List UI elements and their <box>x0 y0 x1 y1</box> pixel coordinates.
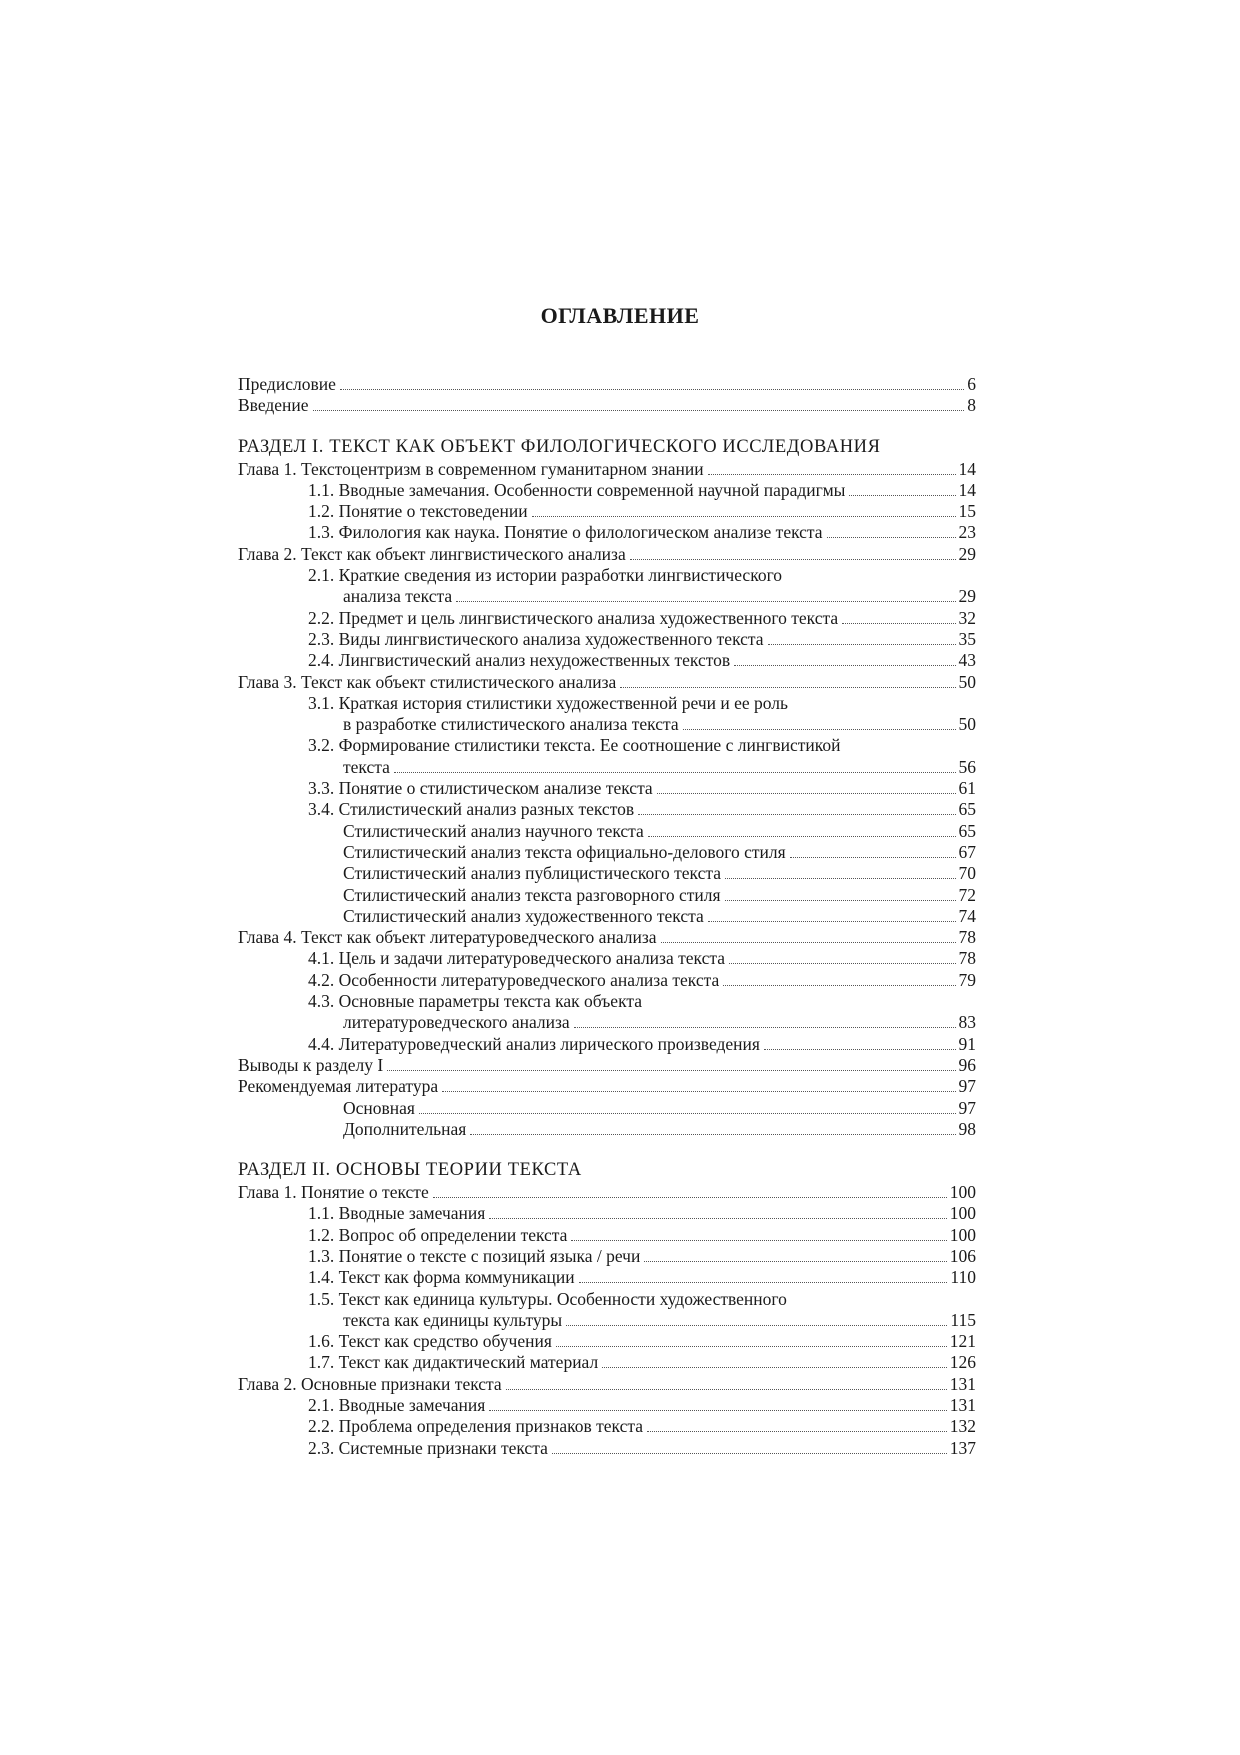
section-heading: РАЗДЕЛ II. ОСНОВЫ ТЕОРИИ ТЕКСТА <box>238 1160 582 1181</box>
toc-entry <box>238 672 976 693</box>
toc-entry <box>238 480 976 501</box>
toc-entry <box>238 970 976 991</box>
toc-entry <box>238 1352 976 1373</box>
toc-entry-title: Введение <box>238 395 309 416</box>
toc-entry <box>238 629 976 650</box>
toc-entry-title: Глава 3. Текст как объект стилистического анализа <box>238 671 617 692</box>
toc-page-number: 100 <box>949 1224 976 1245</box>
toc-entry-title: Стилистический анализ публицистического текста <box>343 863 721 884</box>
toc-entry-title: Глава 2. Основные признаки текста <box>238 1373 502 1394</box>
dot-leader <box>579 1282 948 1283</box>
toc-entry <box>238 948 976 969</box>
table-of-contents <box>238 374 976 1459</box>
dot-leader <box>470 1134 955 1135</box>
dot-leader <box>506 1389 947 1390</box>
toc-entry-title: Рекомендуемая литература <box>238 1076 439 1097</box>
toc-page-number: 8 <box>967 395 976 416</box>
toc-entry-title: Глава 4. Текст как объект литературоведческого анализа <box>238 927 657 948</box>
toc-entry <box>238 1012 976 1033</box>
dot-leader <box>725 900 956 901</box>
toc-page-number: 50 <box>958 671 976 692</box>
toc-entry-title: 1.2. Понятие о текстоведении <box>308 501 528 522</box>
section-gap <box>238 1140 976 1159</box>
dot-leader <box>456 601 955 602</box>
dot-leader <box>790 857 956 858</box>
toc-entry-title: Предисловие <box>238 374 336 394</box>
dot-leader <box>394 772 956 773</box>
toc-entry-title: 1.2. Вопрос об определении текста <box>308 1224 568 1245</box>
dot-leader <box>638 814 955 815</box>
section-heading: РАЗДЕЛ I. ТЕКСТ КАК ОБЪЕКТ ФИЛОЛОГИЧЕСКОГО ИССЛЕДОВАНИЯ <box>238 436 881 457</box>
toc-entry-title: Дополнительная <box>343 1118 467 1139</box>
toc-entry-title: Стилистический анализ художественного текста <box>343 905 704 926</box>
toc-entry <box>238 821 976 842</box>
toc-entry-continued <box>238 565 976 586</box>
page-title: ОГЛАВЛЕНИЕ <box>540 303 700 328</box>
toc-entry-title: Глава 2. Текст как объект лингвистического анализа <box>238 543 626 564</box>
toc-page-number: 14 <box>958 458 976 479</box>
toc-page-number: 121 <box>949 1331 976 1352</box>
toc-entry <box>238 459 976 480</box>
toc-page-number: 35 <box>958 628 976 649</box>
toc-entry <box>238 650 976 671</box>
toc-entry <box>238 1119 976 1140</box>
toc-page-number: 137 <box>949 1437 976 1458</box>
toc-page-number: 29 <box>958 586 976 607</box>
toc-entry <box>238 863 976 884</box>
dot-leader <box>630 559 956 560</box>
toc-entry-title: 2.2. Предмет и цель лингвистического анализа художественного текста <box>308 607 839 628</box>
toc-page-number: 32 <box>958 607 976 628</box>
dot-leader <box>620 687 955 688</box>
dot-leader <box>571 1240 946 1241</box>
toc-page-number: 131 <box>949 1395 976 1416</box>
toc-entry <box>238 1076 976 1097</box>
toc-entry-title: 2.3. Виды лингвистического анализа художественного текста <box>308 628 764 649</box>
toc-entry-title: 1.3. Филология как наука. Понятие о филологическом анализе текста <box>308 522 823 543</box>
toc-entry-title: 1.5. Текст как единица культуры. Особенности художественного <box>308 1288 787 1309</box>
toc-entry <box>238 522 976 543</box>
dot-leader <box>723 985 955 986</box>
dot-leader <box>842 623 955 624</box>
dot-leader <box>661 942 956 943</box>
toc-entry-title: 2.1. Вводные замечания <box>308 1395 486 1416</box>
toc-page-number: 131 <box>949 1373 976 1394</box>
toc-entry-title: Стилистический анализ научного текста <box>343 820 644 841</box>
toc-entry <box>238 885 976 906</box>
toc-page-number: 6 <box>967 374 976 394</box>
toc-page-number: 78 <box>958 927 976 948</box>
toc-page-number: 23 <box>958 522 976 543</box>
toc-entry-title: 4.2. Особенности литературоведческого анализа текста <box>308 969 720 990</box>
toc-page-number: 83 <box>958 1012 976 1033</box>
toc-entry <box>238 586 976 607</box>
toc-entry-title: текста как единицы культуры <box>343 1309 563 1330</box>
toc-entry <box>238 1225 976 1246</box>
toc-entry-continued <box>238 693 976 714</box>
dot-leader <box>849 495 955 496</box>
toc-page-number: 100 <box>949 1182 976 1203</box>
toc-entry-title: Стилистический анализ текста официально-делового стиля <box>343 841 786 862</box>
dot-leader <box>442 1091 955 1092</box>
toc-page-number: 106 <box>949 1245 976 1266</box>
dot-leader <box>489 1218 946 1219</box>
toc-page-number: 97 <box>958 1076 976 1097</box>
dot-leader <box>708 921 956 922</box>
toc-page-number: 65 <box>958 799 976 820</box>
dot-leader <box>734 665 955 666</box>
toc-entry-title: 1.4. Текст как форма коммуникации <box>308 1267 575 1288</box>
toc-page-number: 14 <box>958 479 976 500</box>
toc-page-number: 79 <box>958 969 976 990</box>
toc-entry-title: 1.3. Понятие о тексте с позиций языка / речи <box>308 1245 641 1266</box>
toc-page-number: 100 <box>949 1203 976 1224</box>
toc-entry-title: в разработке стилистического анализа текста <box>343 714 679 735</box>
dot-leader <box>419 1113 956 1114</box>
toc-page-number: 97 <box>958 1097 976 1118</box>
dot-leader <box>566 1325 947 1326</box>
toc-page-number: 43 <box>958 650 976 671</box>
dot-leader <box>683 729 956 730</box>
toc-entry <box>238 1246 976 1267</box>
toc-page-number: 65 <box>958 820 976 841</box>
toc-page-number: 74 <box>958 905 976 926</box>
toc-entry-title: Выводы к разделу I <box>238 1054 384 1075</box>
toc-entry <box>238 1098 976 1119</box>
dot-leader <box>768 644 956 645</box>
toc-page-number: 96 <box>958 1054 976 1075</box>
toc-entry-continued <box>238 735 976 756</box>
dot-leader <box>647 1431 947 1432</box>
toc-page-number: 67 <box>958 841 976 862</box>
toc-entry <box>238 1034 976 1055</box>
toc-entry-title: 3.3. Понятие о стилистическом анализе текста <box>308 778 653 799</box>
toc-entry-title: 3.4. Стилистический анализ разных текстов <box>308 799 635 820</box>
toc-page-number: 29 <box>958 543 976 564</box>
toc-entry-title: 4.4. Литературоведческий анализ лирического произведения <box>308 1033 760 1054</box>
toc-page-number: 132 <box>949 1416 976 1437</box>
toc-entry <box>238 1438 976 1459</box>
toc-entry-title: 1.6. Текст как средство обучения <box>308 1331 552 1352</box>
toc-page-number: 78 <box>958 948 976 969</box>
toc-entry-title: 2.3. Системные признаки текста <box>308 1437 548 1458</box>
dot-leader <box>725 878 956 879</box>
toc-entry <box>238 1182 976 1203</box>
toc-entry <box>238 501 976 522</box>
toc-entry <box>238 544 976 565</box>
section-gap <box>238 417 976 436</box>
toc-entry-title: текста <box>343 756 390 777</box>
toc-entry <box>238 374 976 395</box>
toc-page-number: 126 <box>949 1352 976 1373</box>
toc-entry-title: 3.1. Краткая история стилистики художественной речи и ее роль <box>308 692 789 713</box>
toc-page-number: 61 <box>958 778 976 799</box>
toc-entry-title: 1.1. Вводные замечания. Особенности современной научной парадигмы <box>308 479 846 500</box>
dot-leader <box>387 1070 955 1071</box>
toc-entry-title: 1.1. Вводные замечания <box>308 1203 486 1224</box>
dot-leader <box>489 1410 946 1411</box>
toc-page-number: 98 <box>958 1118 976 1139</box>
toc-entry-title: 2.2. Проблема определения признаков текста <box>308 1416 643 1437</box>
toc-entry-continued <box>238 991 976 1012</box>
dot-leader <box>648 836 956 837</box>
toc-entry <box>238 1055 976 1076</box>
toc-entry-continued <box>238 1289 976 1310</box>
dot-leader <box>532 516 956 517</box>
toc-entry <box>238 778 976 799</box>
toc-entry <box>238 1203 976 1224</box>
toc-page-number: 72 <box>958 884 976 905</box>
toc-entry <box>238 714 976 735</box>
toc-page-number: 115 <box>950 1309 976 1330</box>
toc-entry-title: 4.1. Цель и задачи литературоведческого анализа текста <box>308 948 725 969</box>
toc-page-number: 56 <box>958 756 976 777</box>
dot-leader <box>433 1197 947 1198</box>
toc-page-number: 70 <box>958 863 976 884</box>
toc-entry <box>238 1395 976 1416</box>
dot-leader <box>602 1367 947 1368</box>
toc-entry <box>238 1331 976 1352</box>
toc-entry <box>238 799 976 820</box>
toc-entry <box>238 927 976 948</box>
toc-entry <box>238 1310 976 1331</box>
toc-page-number: 91 <box>958 1033 976 1054</box>
dot-leader <box>708 474 956 475</box>
dot-leader <box>764 1049 956 1050</box>
toc-entry <box>238 608 976 629</box>
toc-entry <box>238 906 976 927</box>
toc-page-number: 50 <box>958 714 976 735</box>
toc-entry-title: Стилистический анализ текста разговорного стиля <box>343 884 721 905</box>
toc-entry <box>238 1267 976 1288</box>
dot-leader <box>552 1453 947 1454</box>
toc-entry-title: 4.3. Основные параметры текста как объекта <box>308 991 642 1012</box>
dot-leader <box>827 537 956 538</box>
dot-leader <box>729 963 956 964</box>
toc-entry-title: анализа текста <box>343 586 453 607</box>
toc-entry-title: 2.1. Краткие сведения из истории разработки лингвистического <box>308 565 783 586</box>
toc-entry <box>238 395 976 416</box>
toc-entry-title: Глава 1. Текстоцентризм в современном гуманитарном знании <box>238 458 704 479</box>
dot-leader <box>556 1346 947 1347</box>
toc-entry-title: литературоведческого анализа <box>343 1012 570 1033</box>
toc-entry <box>238 842 976 863</box>
dot-leader <box>340 389 964 390</box>
toc-entry-title: 2.4. Лингвистический анализ нехудожественных текстов <box>308 650 731 671</box>
dot-leader <box>313 410 965 411</box>
toc-page-number: 15 <box>958 501 976 522</box>
toc-entry <box>238 1374 976 1395</box>
toc-entry <box>238 757 976 778</box>
toc-entry-title: 3.2. Формирование стилистики текста. Ее соотношение с лингвистикой <box>308 735 841 756</box>
toc-page-number: 110 <box>950 1267 976 1288</box>
toc-entry-title: Глава 1. Понятие о тексте <box>238 1182 429 1203</box>
dot-leader <box>644 1261 946 1262</box>
toc-entry-title: Основная <box>343 1097 415 1118</box>
toc-entry <box>238 1416 976 1437</box>
toc-entry-title: 1.7. Текст как дидактический материал <box>308 1352 599 1373</box>
dot-leader <box>657 793 956 794</box>
dot-leader <box>574 1027 956 1028</box>
